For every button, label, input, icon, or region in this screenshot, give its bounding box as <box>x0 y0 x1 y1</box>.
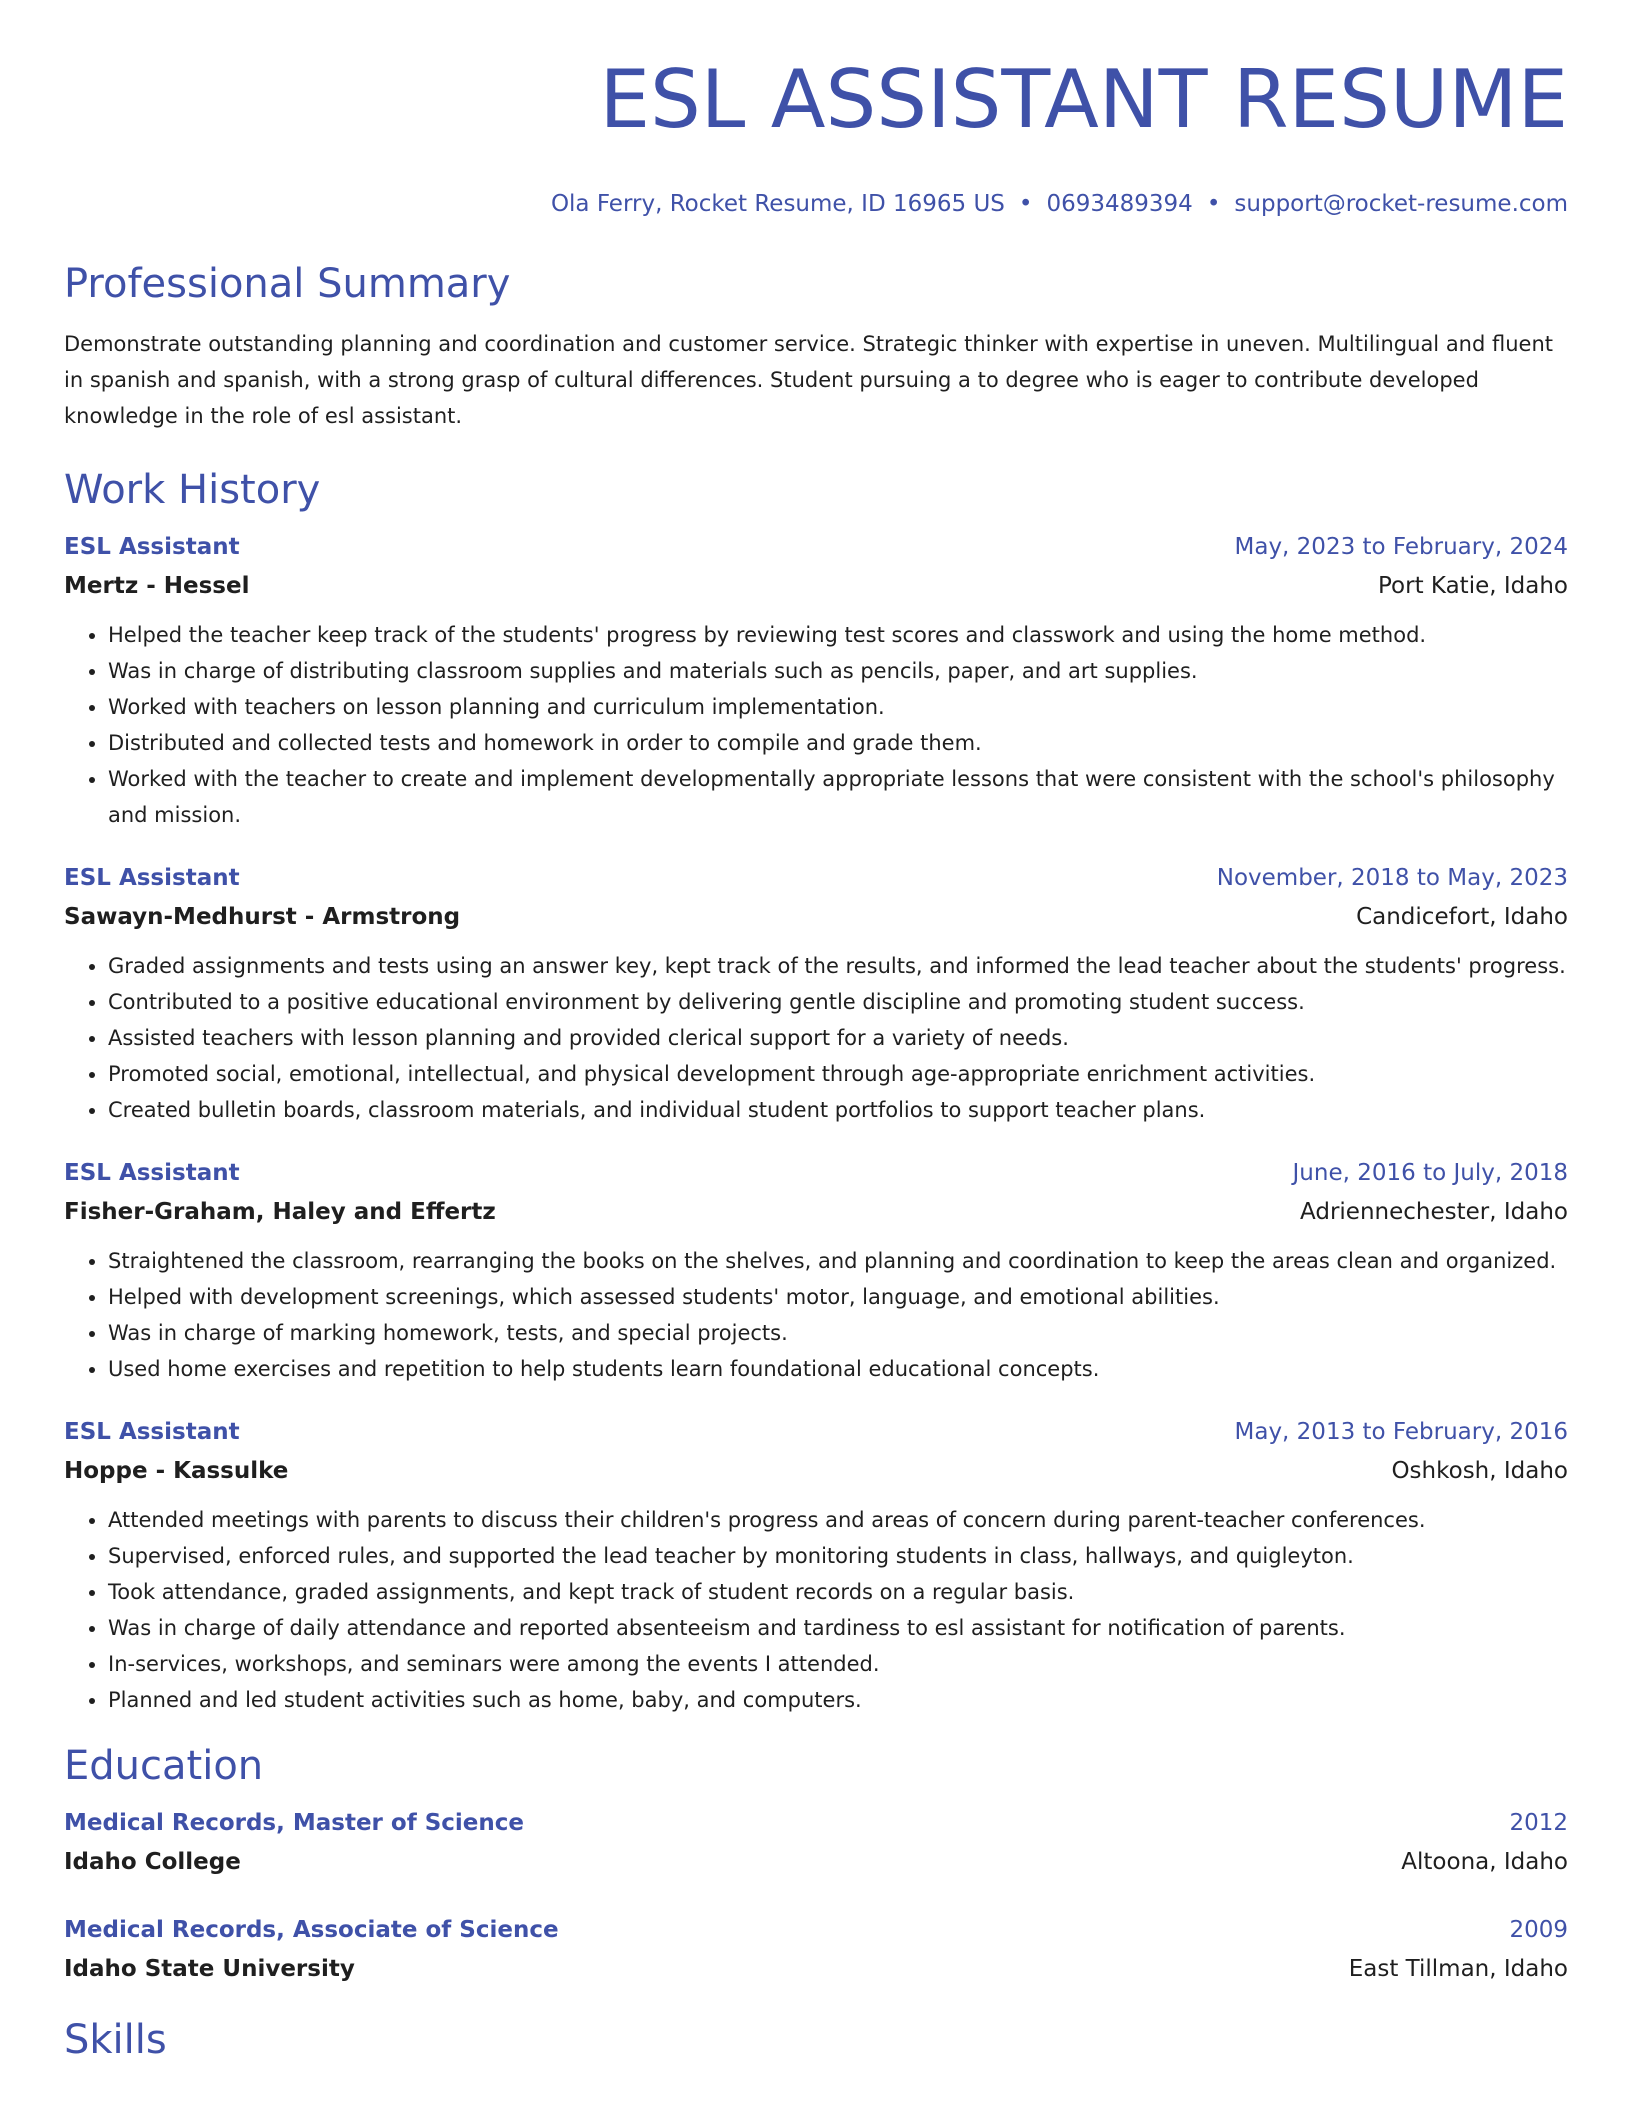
job-bullet: • Assisted teachers with lesson planning and provided clerical support for a variety of needs. <box>108 1020 1568 1056</box>
education-school: Idaho College <box>64 1849 241 1875</box>
job-bullet: • Helped with development screenings, which assessed students' motor, language, and emotional abilities. <box>108 1279 1568 1315</box>
job-bullet: • Used home exercises and repetition to help students learn foundational educational concepts. <box>108 1351 1568 1387</box>
job-title: ESL Assistant <box>64 865 240 891</box>
education-location: East Tillman, Idaho <box>1348 1956 1568 1982</box>
resume-header <box>64 0 1568 220</box>
job-bullet: • Was in charge of distributing classroom supplies and materials such as pencils, paper, and art supplies. <box>108 653 1568 689</box>
job-location: Candicefort, Idaho <box>1356 904 1568 930</box>
contact-line <box>64 188 1568 220</box>
education-heading: Education <box>64 1743 264 1789</box>
job-bullet: • Created bulletin boards, classroom materials, and individual student portfolios to support teacher plans. <box>108 1092 1568 1128</box>
job-header <box>64 530 1568 564</box>
education-section <box>64 1740 1568 1986</box>
job-bullet: • Distributed and collected tests and homework in order to compile and grade them. <box>108 725 1568 761</box>
summary-heading: Professional Summary <box>64 261 511 307</box>
summary-text: Demonstrate outstanding planning and coordination and customer service. Strategic thinker with expertise in uneven. Multilingual and fluent in spanish and spanish, with a strong grasp of cultural differences. Student pursuing a to degree who is eager to contribute developed knowledge in the role of esl assistant. <box>64 332 1554 428</box>
job-bullet: • Contributed to a positive educational environment by delivering gentle discipline and promoting student success. <box>108 984 1568 1020</box>
education-subheader <box>64 1845 1568 1879</box>
contact-email: support@rocket-resume.com <box>1234 191 1568 217</box>
work-history-section <box>64 464 1568 1718</box>
job-bullet: • Was in charge of marking homework, tests, and special projects. <box>108 1315 1568 1351</box>
resume-title: ESL ASSISTANT RESUME <box>599 53 1568 146</box>
education-school: Idaho State University <box>64 1956 355 1982</box>
job-bullet: • Attended meetings with parents to discuss their children's progress and areas of concern during parent-teacher conferences. <box>108 1502 1568 1538</box>
job-bullet: • In-services, workshops, and seminars were among the events I attended. <box>108 1646 1568 1682</box>
job-subheader <box>64 1454 1568 1488</box>
job-dates: November, 2018 to May, 2023 <box>1216 865 1568 891</box>
job-entry <box>64 861 1568 1128</box>
job-subheader <box>64 900 1568 934</box>
job-location: Adriennechester, Idaho <box>1300 1199 1568 1225</box>
education-header <box>64 1913 1568 1947</box>
job-bullet: • Helped the teacher keep track of the students' progress by reviewing test scores and classwork and using the home method. <box>108 617 1568 653</box>
work-history-heading: Work History <box>64 467 321 513</box>
contact-address: Ola Ferry, Rocket Resume, ID 16965 US <box>550 191 1005 217</box>
job-company: Sawayn-Medhurst - Armstrong <box>64 904 461 930</box>
job-header <box>64 861 1568 895</box>
contact-phone: 0693489394 <box>1046 191 1193 217</box>
job-bullet: • Promoted social, emotional, intellectual, and physical development through age-appropriate enrichment activities. <box>108 1056 1568 1092</box>
job-bullets <box>64 1502 1568 1718</box>
job-bullet: • Was in charge of daily attendance and reported absenteeism and tardiness to esl assistant for notification of parents. <box>108 1610 1568 1646</box>
education-year: 2012 <box>1509 1810 1568 1836</box>
job-company: Mertz - Hessel <box>64 573 250 599</box>
job-entry <box>64 530 1568 833</box>
education-year: 2009 <box>1509 1917 1568 1943</box>
education-location: Altoona, Idaho <box>1401 1849 1568 1875</box>
job-bullet: • Took attendance, graded assignments, and kept track of student records on a regular basis. <box>108 1574 1568 1610</box>
job-title: ESL Assistant <box>64 1419 240 1445</box>
job-bullets <box>64 617 1568 833</box>
job-entry <box>64 1415 1568 1718</box>
job-bullets <box>64 948 1568 1128</box>
job-bullet: • Supervised, enforced rules, and supported the lead teacher by monitoring students in class, hallways, and quigleyton. <box>108 1538 1568 1574</box>
job-location: Oshkosh, Idaho <box>1391 1458 1568 1484</box>
skills-section <box>64 2014 1568 2066</box>
skills-heading: Skills <box>64 2017 167 2063</box>
job-dates: May, 2023 to February, 2024 <box>1234 534 1568 560</box>
education-subheader <box>64 1952 1568 1986</box>
job-header <box>64 1415 1568 1449</box>
summary-section <box>64 258 1568 434</box>
job-bullet: • Graded assignments and tests using an answer key, kept track of the results, and informed the lead teacher about the students' progress. <box>108 948 1568 984</box>
job-company: Fisher-Graham, Haley and Effertz <box>64 1199 496 1225</box>
job-bullet: • Straightened the classroom, rearranging the books on the shelves, and planning and coordination to keep the areas clean and organized. <box>108 1243 1568 1279</box>
job-bullet: • Worked with teachers on lesson planning and curriculum implementation. <box>108 689 1568 725</box>
job-title: ESL Assistant <box>64 1160 240 1186</box>
job-dates: May, 2013 to February, 2016 <box>1234 1419 1568 1445</box>
job-location: Port Katie, Idaho <box>1378 573 1568 599</box>
job-bullets <box>64 1243 1568 1387</box>
education-entry <box>64 1913 1568 1986</box>
job-subheader <box>64 1195 1568 1229</box>
job-header <box>64 1156 1568 1190</box>
job-subheader <box>64 569 1568 603</box>
job-bullet: • Worked with the teacher to create and implement developmentally appropriate lessons that were consistent with the school's philosophy and mission. <box>108 761 1568 833</box>
job-dates: June, 2016 to July, 2018 <box>1292 1160 1568 1186</box>
job-entry <box>64 1156 1568 1387</box>
education-degree: Medical Records, Associate of Science <box>64 1917 559 1943</box>
contact-separator: • <box>1018 191 1033 217</box>
job-company: Hoppe - Kassulke <box>64 1458 289 1484</box>
education-degree: Medical Records, Master of Science <box>64 1810 525 1836</box>
education-entry <box>64 1806 1568 1879</box>
education-header <box>64 1806 1568 1840</box>
job-bullet: • Planned and led student activities such as home, baby, and computers. <box>108 1682 1568 1718</box>
contact-separator: • <box>1206 191 1221 217</box>
job-title: ESL Assistant <box>64 534 240 560</box>
